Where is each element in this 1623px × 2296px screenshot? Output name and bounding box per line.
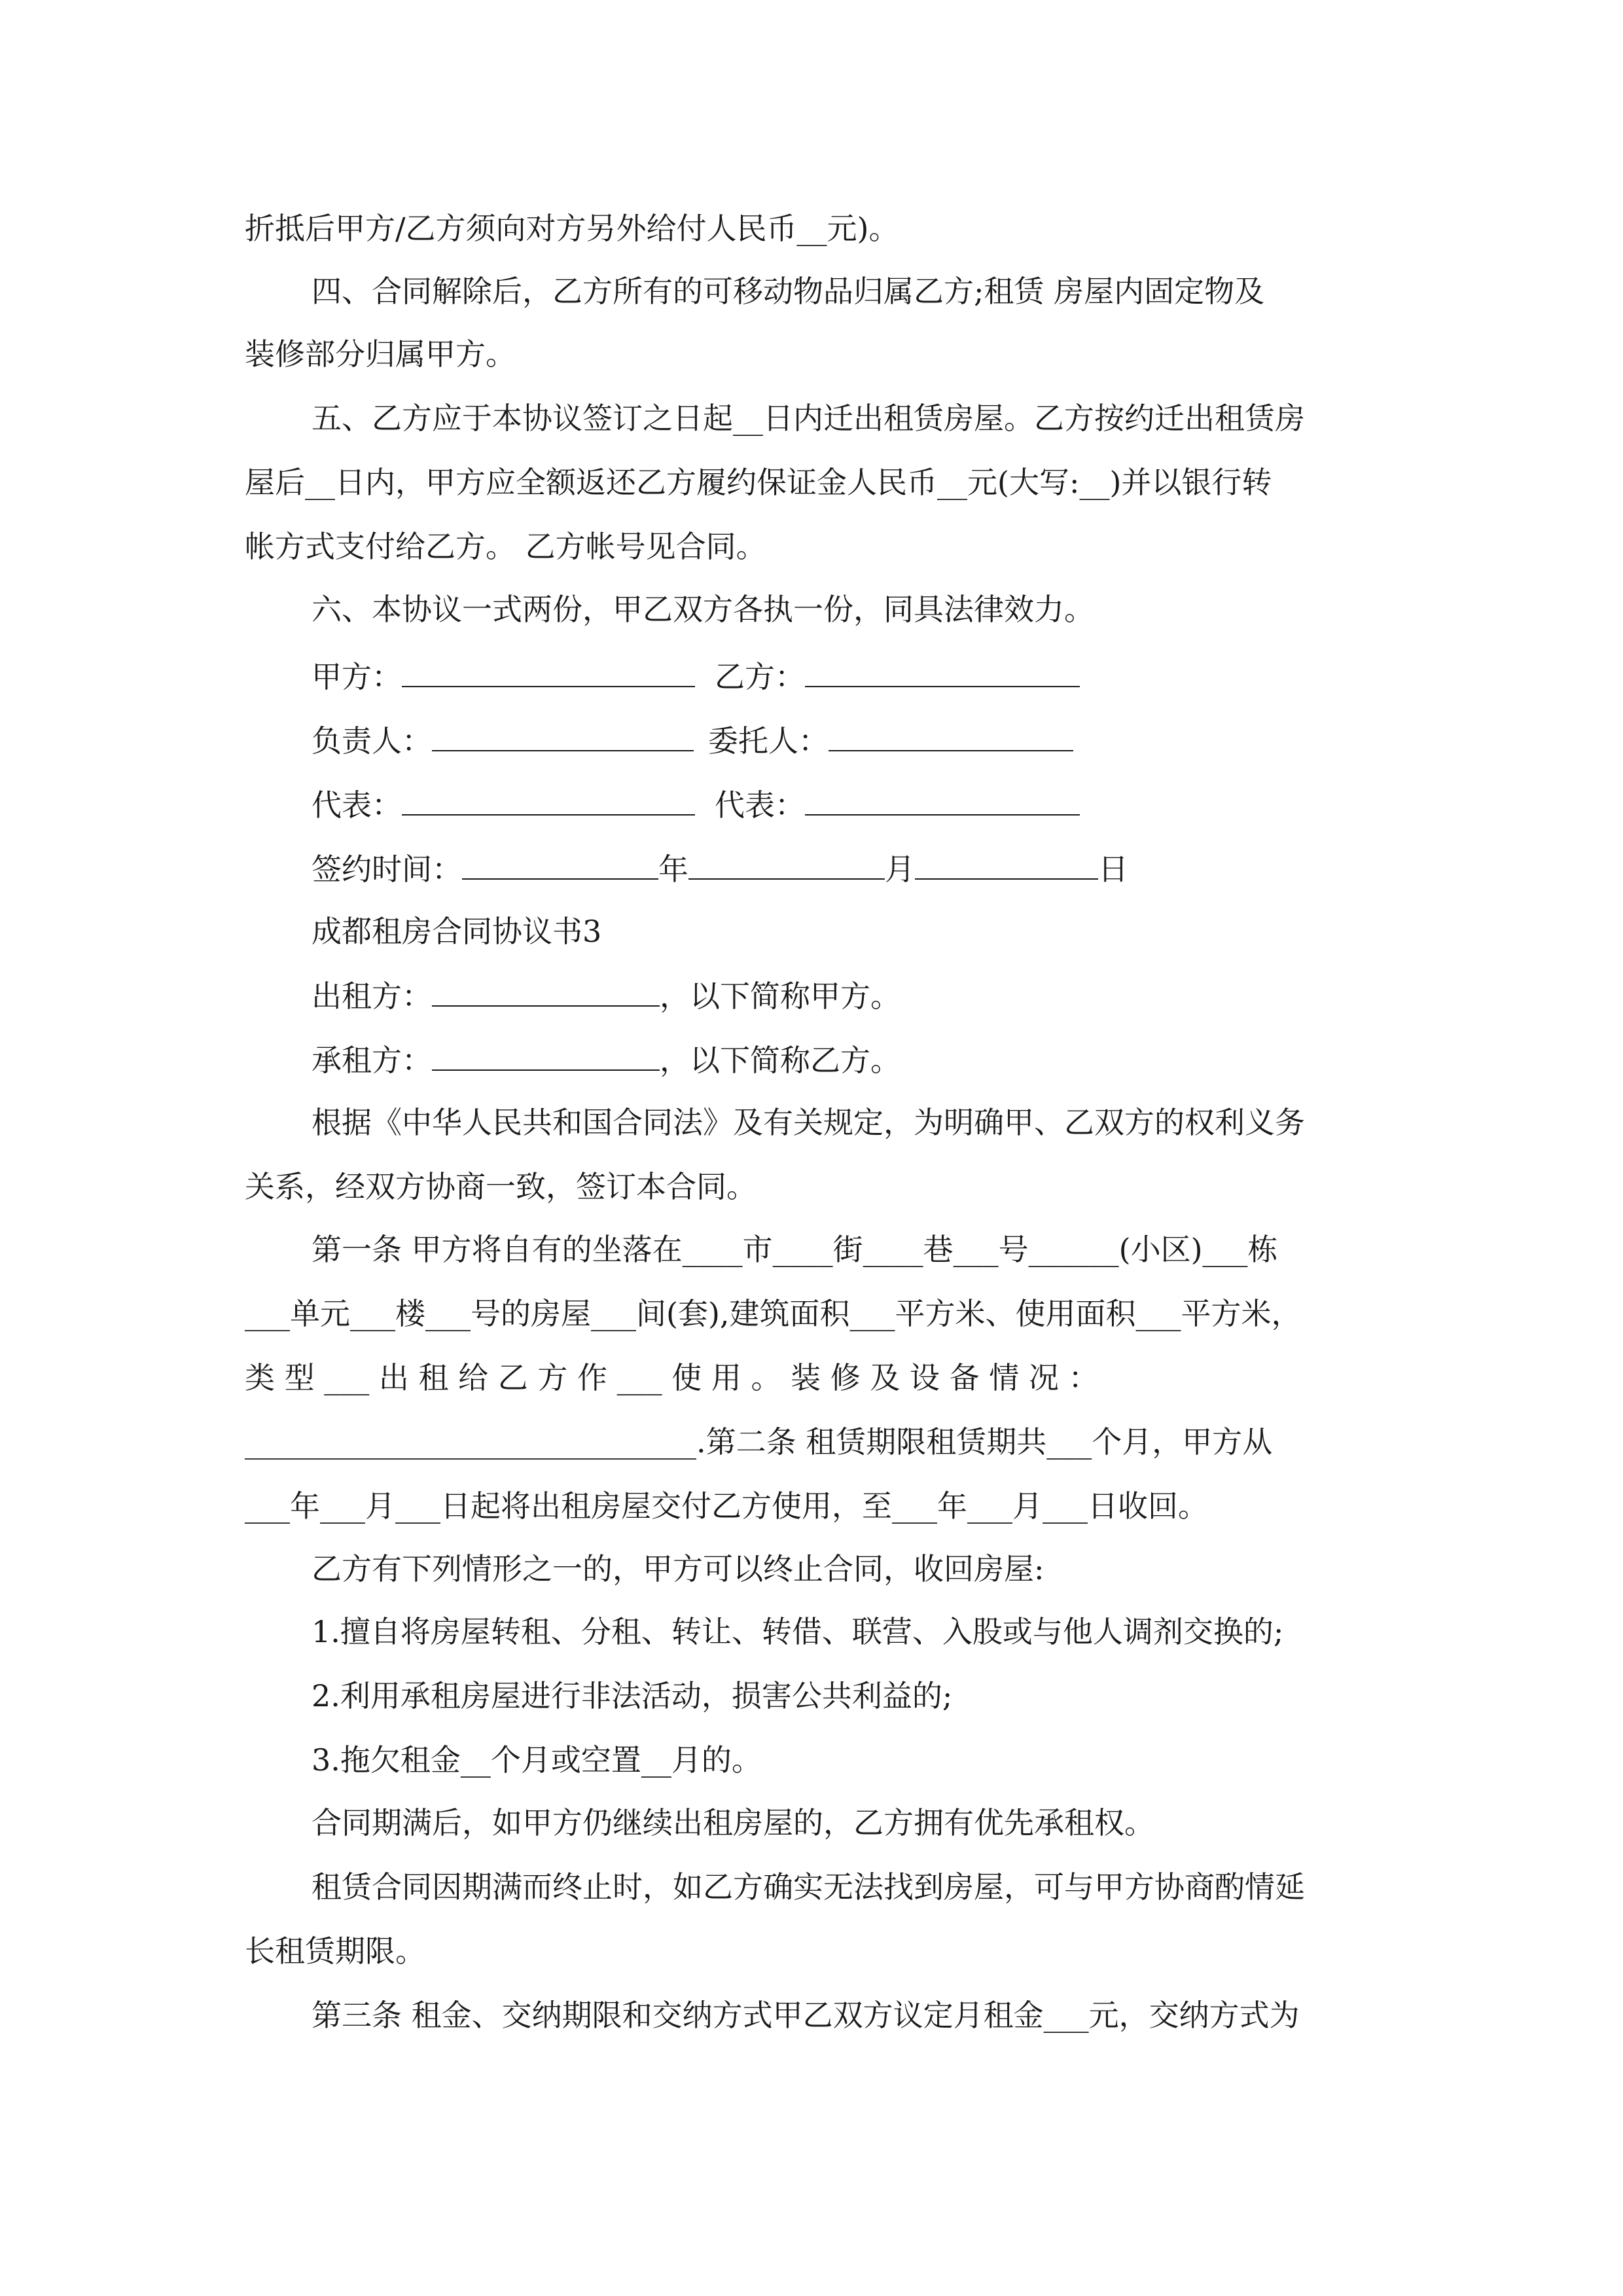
responsible-blank (432, 724, 694, 751)
year-label: 年 (658, 852, 688, 887)
text-line: 合同期满后，如甲方仍继续出租房屋的，乙方拥有优先承租权。 (312, 1805, 1154, 1840)
text-line: 第三条 租金、交纳期限和交纳方式甲乙双方议定月租金___元，交纳方式为 (312, 1998, 1300, 2033)
entrusted-label: 委托人： (708, 723, 829, 759)
text-line: 租赁合同因期满而终止时，如乙方确实无法找到房屋，可与甲方协商酌情延 (312, 1869, 1305, 1905)
lessee-suffix: ，以下简称乙方。 (660, 1043, 901, 1078)
text-line: 根据《中华人民共和国合同法》及有关规定，为明确甲、乙双方的权利义务 (312, 1105, 1305, 1140)
party-a-label: 甲方： (312, 659, 402, 694)
lessor-label: 出租方： (312, 978, 432, 1014)
date-label: 签约时间： (312, 852, 462, 887)
text-line: 2.利用承租房屋进行非法活动，损害公共利益的; (312, 1678, 953, 1713)
text-line: 四、合同解除后，乙方所有的可移动物品归属乙方;租赁 房屋内固定物及 (312, 274, 1265, 309)
responsible-label: 负责人： (312, 723, 432, 759)
rep-b-label: 代表： (715, 787, 805, 823)
month-blank (688, 852, 885, 880)
day-blank (915, 852, 1098, 880)
rep-b-blank (805, 788, 1080, 816)
signature-row-responsible (312, 723, 1073, 759)
lessee-label: 承租方： (312, 1043, 432, 1078)
lessee-row (312, 1043, 901, 1078)
text-line: 第一条 甲方将自有的坐落在____市____街____巷___号______(小区)___栋 (312, 1232, 1278, 1267)
entrusted-blank (829, 724, 1073, 751)
text-line: 六、本协议一式两份，甲乙双方各执一份，同具法律效力。 (312, 592, 1094, 627)
lessor-suffix: ，以下简称甲方。 (660, 978, 901, 1014)
lessor-row (312, 978, 901, 1014)
year-blank (462, 852, 658, 880)
party-b-label: 乙方： (715, 659, 805, 694)
text-line: 屋后__日内，甲方应全额返还乙方履约保证金人民币__元(大写:__)并以银行转 (245, 465, 1272, 500)
text-line: ______________________________.第二条 租赁期限租赁期共___个月，甲方从 (245, 1424, 1273, 1460)
text-line: 折抵后甲方/乙方须向对方另外给付人民币__元)。 (245, 211, 899, 246)
lessee-blank (432, 1043, 660, 1071)
text-line: 关系，经双方协商一致，签订本合同。 (245, 1169, 757, 1204)
text-line: 类 型 ___ 出 租 给 乙 方 作 ___ 使 用 。 装 修 及 设 备 情 况 ： (245, 1360, 1099, 1395)
rep-a-label: 代表： (312, 787, 402, 823)
party-a-blank (402, 660, 695, 687)
party-b-blank (805, 660, 1080, 687)
text-line: 1.擅自将房屋转租、分租、转让、转借、联营、入股或与他人调剂交换的; (312, 1614, 1284, 1649)
text-line: 长租赁期限。 (245, 1933, 425, 1969)
text-line: 五、乙方应于本协议签订之日起__日内迁出租赁房屋。乙方按约迁出租赁房 (312, 401, 1305, 436)
text-line: ___单元___楼___号的房屋___间(套),建筑面积___平方米、使用面积___平方米， (245, 1296, 1302, 1331)
signature-row-party (312, 660, 1080, 692)
signature-row-representative (312, 787, 1080, 823)
month-label: 月 (885, 852, 915, 887)
day-label: 日 (1098, 852, 1128, 887)
text-line: 装修部分归属甲方。 (245, 336, 516, 372)
text-line: 帐方式支付给乙方。 乙方帐号见合同。 (245, 529, 766, 564)
text-line: 乙方有下列情形之一的，甲方可以终止合同，收回房屋: (312, 1551, 1044, 1587)
rep-a-blank (402, 788, 695, 816)
text-line: 3.拖欠租金__个月或空置__月的。 (312, 1742, 762, 1778)
contract-title: 成都租房合同协议书3 (312, 914, 602, 949)
lessor-blank (432, 979, 660, 1007)
signature-row-date (312, 852, 1128, 887)
text-line: ___年___月___日起将出租房屋交付乙方使用，至___年___月___日收回。 (245, 1488, 1208, 1524)
